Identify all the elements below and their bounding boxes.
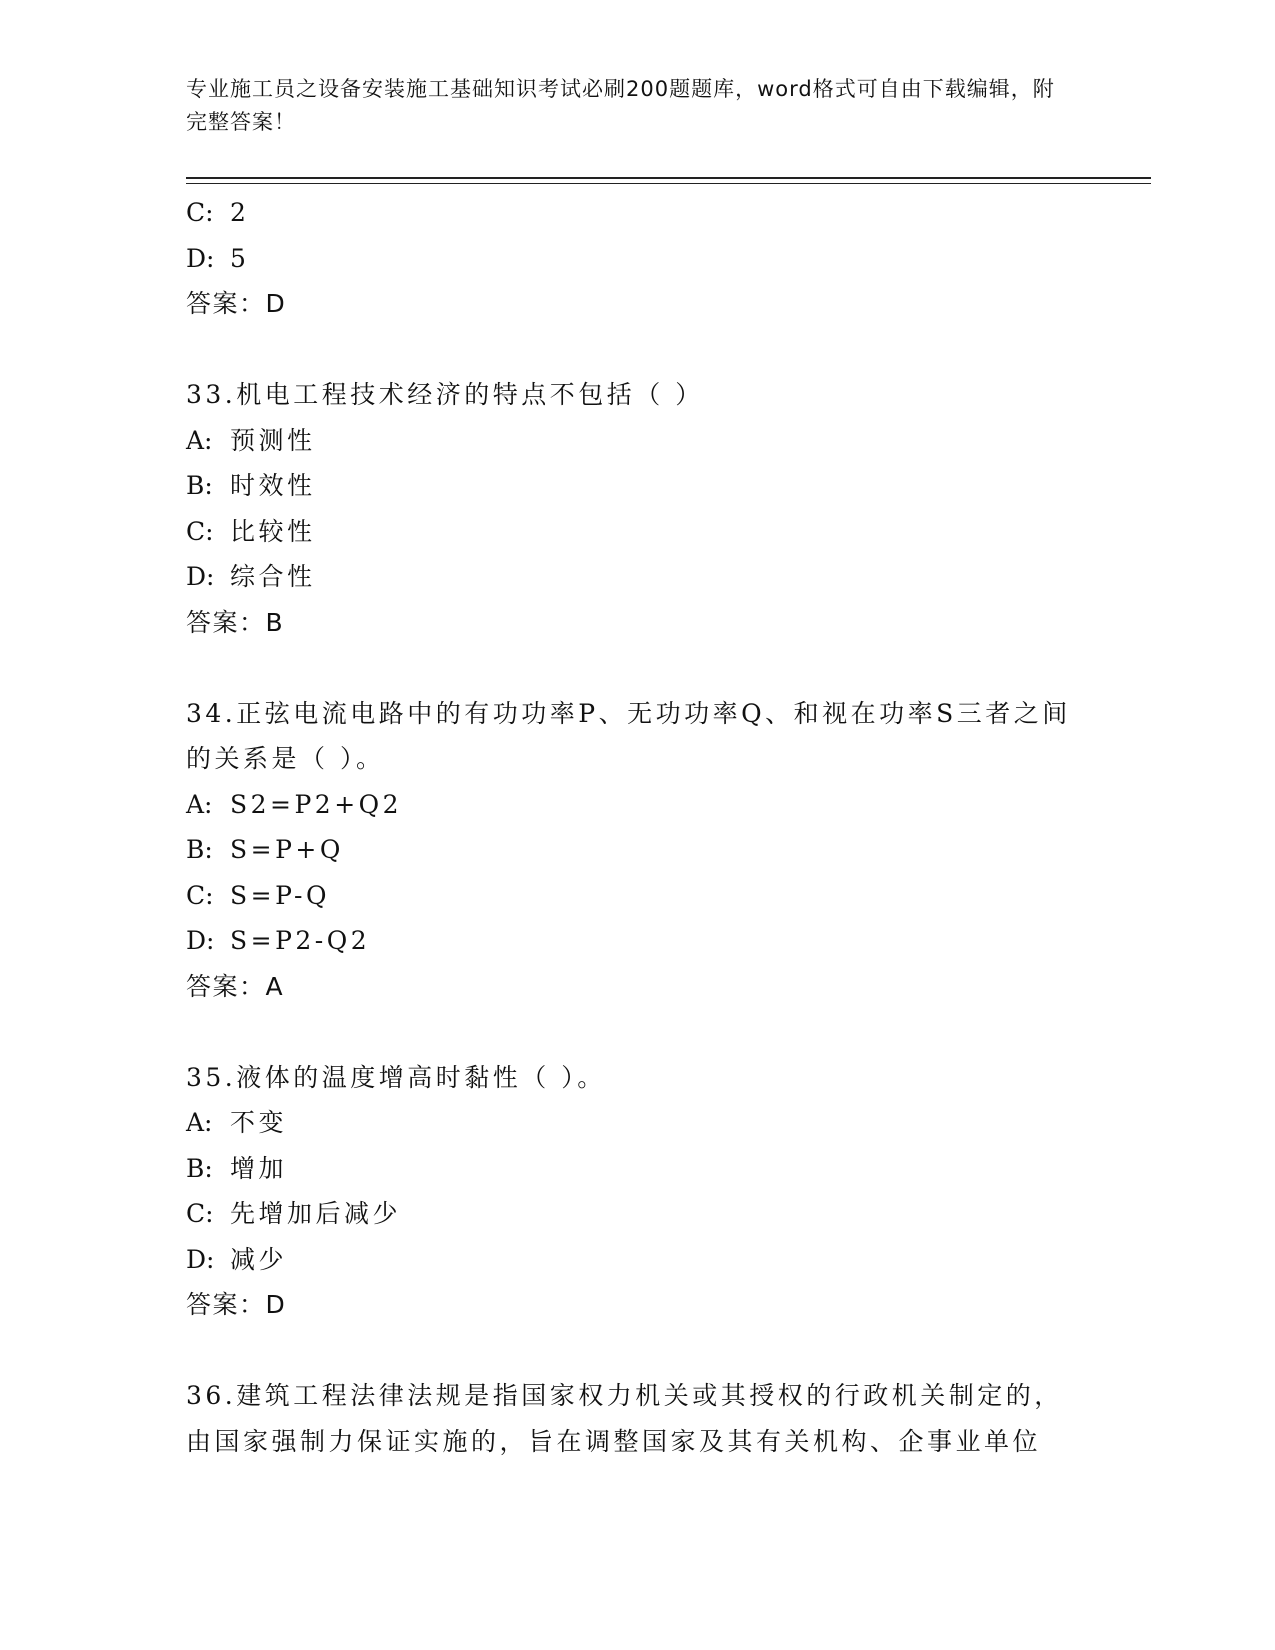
question-stem: 35.液体的温度增高时黏性（ ）。	[186, 1062, 606, 1092]
option-text: S=P-Q	[230, 880, 330, 910]
option-text: 增加	[230, 1153, 288, 1183]
option-text: 5	[230, 243, 250, 273]
question-stem: 33.机电工程技术经济的特点不包括（ ）	[186, 380, 704, 409]
option-item	[186, 827, 1086, 873]
question-34	[186, 691, 1086, 1010]
option-text: 综合性	[230, 562, 316, 591]
question-stem: 36.建筑工程法律法规是指国家权力机关或其授权的行政机关制定的，由国家强制力保证实施的，旨在调整国家及其有关机构、企事业单位	[186, 1381, 1063, 1456]
option-item	[186, 1100, 1086, 1146]
option-letter: D:	[186, 562, 215, 591]
option-letter: C:	[186, 198, 214, 227]
option-item	[186, 418, 1086, 464]
option-text: S=P+Q	[230, 835, 344, 864]
option-letter: A:	[186, 789, 213, 819]
option-letter: D:	[186, 926, 215, 955]
option-item	[186, 782, 1086, 828]
previous-question-tail	[186, 190, 1086, 327]
option-item	[186, 918, 1086, 964]
question-33	[186, 372, 1086, 645]
question-35	[186, 1055, 1086, 1328]
question-stem: 34.正弦电流电路中的有功功率P、无功功率Q、和视在功率S三者之间的关系是（ ）。	[186, 698, 1071, 773]
option-letter: D:	[186, 243, 215, 273]
document-header: 专业施工员之设备安装施工基础知识考试必刷200题题库，word格式可自由下载编辑，附完整答案！	[186, 77, 1055, 134]
answer-line: 答案：D	[186, 1290, 287, 1319]
header-divider-bottom	[186, 183, 1151, 184]
option-letter: A:	[186, 425, 213, 455]
option-letter: C:	[186, 516, 214, 546]
option-text: 时效性	[230, 471, 316, 500]
option-text: 2	[230, 198, 250, 227]
answer-line: 答案：D	[186, 289, 287, 318]
option-item	[186, 463, 1086, 509]
option-letter: C:	[186, 880, 214, 910]
option-letter: D:	[186, 1244, 215, 1274]
option-letter: B:	[186, 1153, 213, 1183]
option-text: 减少	[230, 1244, 288, 1274]
option-item	[186, 1237, 1086, 1283]
option-text: S2=P2+Q2	[230, 789, 403, 819]
question-36	[186, 1373, 1086, 1464]
option-letter: B:	[186, 471, 213, 500]
option-text: 先增加后减少	[230, 1199, 402, 1228]
option-item	[186, 509, 1086, 555]
option-item	[186, 190, 1086, 236]
option-letter: B:	[186, 835, 213, 864]
option-item	[186, 873, 1086, 919]
option-item	[186, 554, 1086, 600]
answer-line: 答案：B	[186, 607, 285, 637]
option-letter: C:	[186, 1199, 214, 1228]
option-item	[186, 1146, 1086, 1192]
option-text: S=P2-Q2	[230, 926, 371, 955]
option-text: 比较性	[230, 516, 316, 546]
option-letter: A:	[186, 1108, 213, 1137]
option-item	[186, 1191, 1086, 1237]
header-divider-top	[186, 177, 1151, 179]
option-text: 不变	[230, 1108, 288, 1137]
option-text: 预测性	[230, 425, 316, 455]
question-list	[186, 190, 1086, 1464]
option-item	[186, 236, 1086, 282]
answer-line: 答案：A	[186, 971, 285, 1001]
